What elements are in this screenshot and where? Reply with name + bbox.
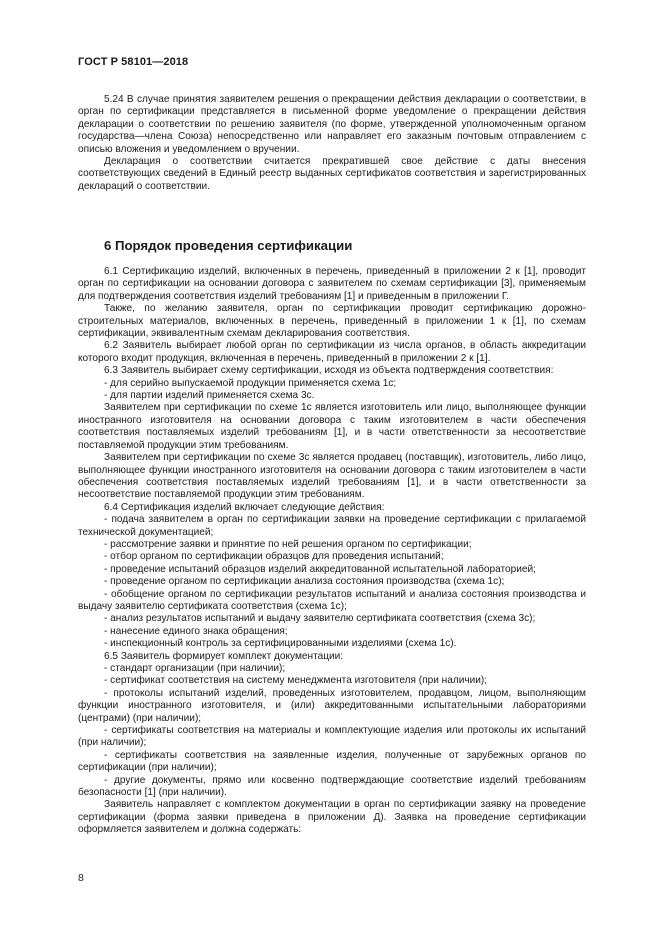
paragraph: 6.5 Заявитель формирует комплект документации: — [104, 650, 344, 662]
paragraph-5-24: 5.24 В случае принятия заявителем решения о прекращении действия декларации о соответствии, в орган по сертификации представляется в письменной форме уведомление о прекращении действия декларации о соответствии по решению заявителя (по форме, утвержденной уполномоченным органом государства—члена Союза) непосредственно или направляет его заказным почтовым отправлением с описью вложения и уведомлением о вручении. — [78, 94, 586, 155]
list-item: - анализ результатов испытаний и выдачу заявителю сертификата соответствия (схема 3с); — [104, 613, 536, 625]
paragraph: Заявителем при сертификации по схеме 3с является продавец (поставщик), изготовитель, либо лицо, выполняющее функции иностранного изготовителя на основании договора с таким изготовителем в части обеспечения соответствия поставляемых изделий требованиям [1], и в части ответственности за несоответствие поставляемой продукции этим требованиям. — [78, 452, 586, 501]
list-item: - отбор органом по сертификации образцов для проведения испытаний; — [104, 551, 444, 563]
list-item: - инспекционный контроль за сертифицированными изделиями (схема 1с). — [104, 638, 457, 650]
section-body — [78, 266, 586, 837]
paragraph-declaration-end: Декларация о соответствии считается прекратившей свое действие с даты внесения соответствующих сведений в Единый реестр выданных сертификатов соответствия и зарегистрированных деклараций о соответствии. — [78, 156, 586, 192]
paragraph: 6.2 Заявитель выбирает любой орган по сертификации из числа органов, в область аккредитации которого входит продукция, включенная в перечень, приведенный в приложении 2 к [1]. — [78, 340, 586, 364]
list-item: - сертификаты соответствия на заявленные изделия, полученные от зарубежных органов по сертификации (при наличии); — [78, 749, 586, 774]
paragraph: 6.3 Заявитель выбирает схему сертификации, исходя из объекта подтверждения соответствия: — [104, 365, 554, 377]
document-header: ГОСТ Р 58101—2018 — [78, 56, 189, 68]
list-item: - протоколы испытаний изделий, проведенных изготовителем, продавцом, лицом, выполняющим функции иностранного изготовителя, и (или) аккредитованными испытательными лабораториями (центрами) (при наличии); — [78, 687, 586, 724]
list-item: - проведение органом по сертификации анализа состояния производства (схема 1с); — [104, 576, 505, 588]
list-item: - подача заявителем в орган по сертификации заявки на проведение сертификации с прилагаемой технической документацией; — [78, 514, 586, 538]
paragraph: 6.4 Сертификация изделий включает следующие действия: — [104, 501, 385, 513]
page-number: 8 — [78, 872, 84, 884]
list-item: - для партии изделий применяется схема 3с. — [104, 390, 315, 402]
paragraph: Также, по желанию заявителя, орган по сертификации проводит сертификацию дорожно-строительных материалов, включенных в перечень, приведенный в приложении 1 к [1], по схемам сертификации, эквивалентным схемам декларирования соответствия. — [78, 303, 586, 340]
list-item: - сертификаты соответствия на материалы и комплектующие изделия или протоколы их испытаний (при наличии); — [78, 725, 586, 749]
list-item: - проведение испытаний образцов изделий аккредитованной испытательной лабораторией; — [104, 563, 536, 575]
section-heading: 6 Порядок проведения сертификации — [104, 238, 353, 253]
intro-block — [78, 94, 586, 193]
list-item: - обобщение органом по сертификации результатов испытаний и анализа состояния производства и выдачу заявителю сертификата соответствия (схема 1с); — [78, 588, 586, 612]
paragraph: Заявитель направляет с комплектом документации в орган по сертификации заявку на проведение сертификации (форма заявки приведена в приложении Д). Заявка на проведение сертификации оформляется заявителем и должна содержать: — [78, 799, 586, 836]
paragraph: 6.1 Сертификацию изделий, включенных в перечень, приведенный в приложении 2 к [1], проводит орган по сертификации на основании договора с заявителем по схемам сертификации [3], применяемым для подтверждения соответствия изделий требованиям [1] и приведенным в приложении Г. — [78, 266, 586, 302]
list-item: - рассмотрение заявки и принятие по ней решения органом по сертификации; — [104, 538, 472, 550]
list-item: - нанесение единого знака обращения; — [104, 625, 288, 637]
list-item: - для серийно выпускаемой продукции применяется схема 1с; — [104, 377, 397, 389]
list-item: - другие документы, прямо или косвенно подтверждающие соответствие изделий требованиям безопасности [1] (при наличии). — [78, 774, 586, 799]
list-item: - стандарт организации (при наличии); — [104, 663, 286, 674]
list-item: - сертификат соответствия на систему менеджмента изготовителя (при наличии); — [104, 675, 488, 687]
paragraph: Заявителем при сертификации по схеме 1с является изготовитель или лицо, выполняющее функции иностранного изготовителя на основании договора с таким изготовителем в части обеспечения соответствия поставляемых изделий требованиям [1], и в части ответственности за несоответствие поставляемой продукции этим требованиям. — [78, 402, 586, 451]
